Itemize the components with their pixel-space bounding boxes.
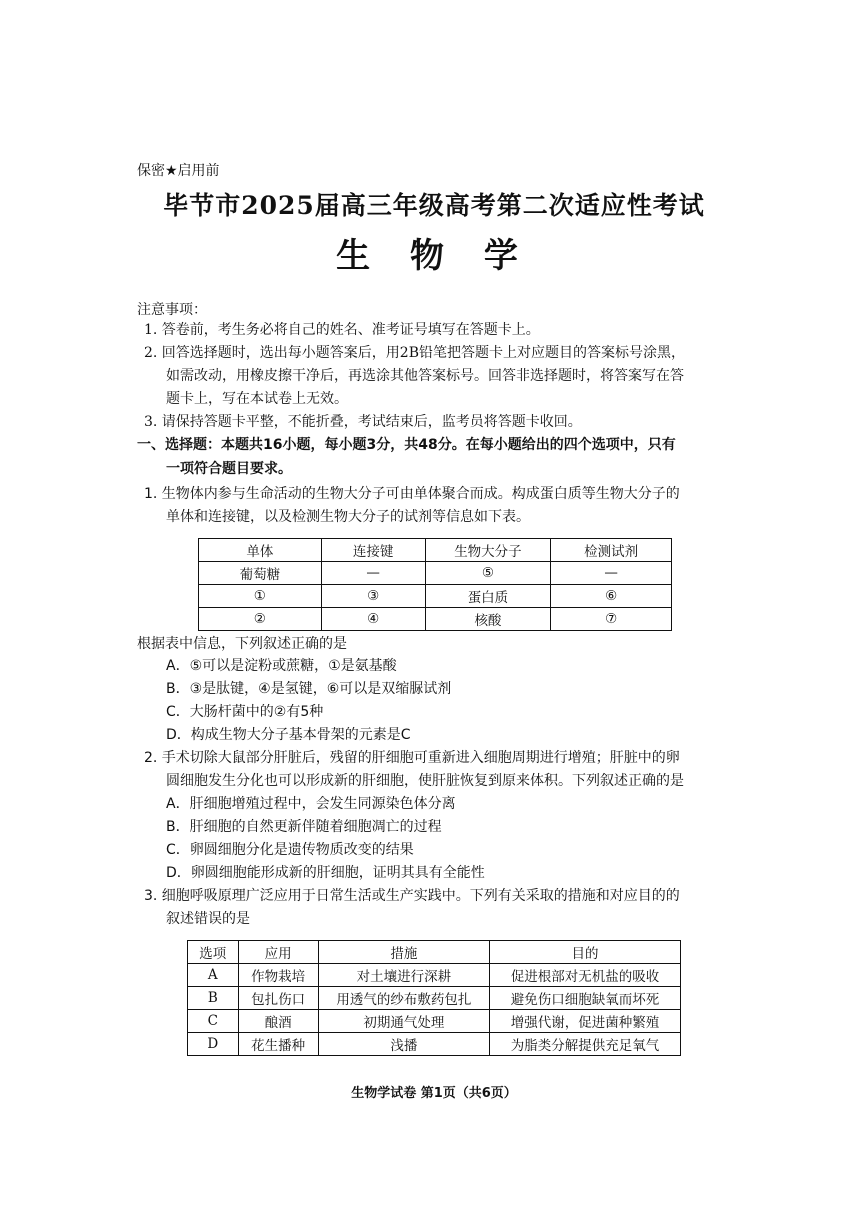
- table-cell: 初期通气处理: [318, 1010, 489, 1033]
- notice-line-3: 如需改动，用橡皮擦干净后，再选涂其他答案标号。回答非选择题时，将答案写在答: [166, 368, 684, 384]
- table-header-row: [199, 539, 672, 562]
- table-cell: ⑥: [551, 585, 672, 608]
- q3-table: [187, 940, 681, 1056]
- notice-line-1: 1. 答卷前，考生务必将自己的姓名、准考证号填写在答题卡上。: [144, 322, 540, 338]
- notice-heading: 注意事项：: [137, 302, 207, 318]
- table-cell: B: [188, 987, 239, 1010]
- section-heading-line-2: 一项符合题目要求。: [166, 461, 292, 477]
- table-row: [199, 585, 672, 608]
- table-header-cell: 目的: [489, 941, 680, 964]
- table-cell: D: [188, 1033, 239, 1056]
- table-header-cell: 检测试剂: [551, 539, 672, 562]
- table-cell: 作物栽培: [238, 964, 318, 987]
- table-header-cell: 选项: [188, 941, 239, 964]
- q3-stem-line-2: 叙述错误的是: [166, 911, 250, 927]
- confidential-label: 保密★启用前: [137, 163, 220, 179]
- table-cell: A: [188, 964, 239, 987]
- table-cell: 增强代谢，促进菌种繁殖: [489, 1010, 680, 1033]
- q1-option-c: C．大肠杆菌中的②有5种: [166, 704, 324, 720]
- table-cell: 促进根部对无机盐的吸收: [489, 964, 680, 987]
- table-cell: ④: [321, 608, 425, 631]
- table-row: [199, 562, 672, 585]
- section-heading-line-1: 一、选择题：本题共16小题，每小题3分，共48分。在每小题给出的四个选项中，只有: [137, 437, 676, 453]
- subject-title: 生 物 学: [336, 236, 532, 276]
- q1-stem-line-1: 1. 生物体内参与生命活动的生物大分子可由单体聚合而成。构成蛋白质等生物大分子的: [144, 486, 680, 502]
- table-header-cell: 单体: [199, 539, 322, 562]
- notice-line-2: 2. 回答选择题时，选出每小题答案后，用2B铅笔把答题卡上对应题目的答案标号涂黑，: [144, 345, 686, 361]
- q2-option-c: C．卵圆细胞分化是遗传物质改变的结果: [166, 842, 414, 858]
- table-cell: 核酸: [425, 608, 551, 631]
- q1-option-d: D．构成生物大分子基本骨架的元素是C: [166, 727, 411, 743]
- notice-line-5: 3. 请保持答题卡平整，不能折叠，考试结束后，监考员将答题卡收回。: [144, 414, 582, 430]
- table-cell: 为脂类分解提供充足氧气: [489, 1033, 680, 1056]
- q2-option-a: A．肝细胞增殖过程中，会发生同源染色体分离: [166, 796, 456, 812]
- q2-option-d: D．卵圆细胞能形成新的肝细胞，证明其具有全能性: [166, 865, 485, 881]
- table-cell: ②: [199, 608, 322, 631]
- table-cell: 避免伤口细胞缺氧而坏死: [489, 987, 680, 1010]
- q2-stem-line-2: 圆细胞发生分化也可以形成新的肝细胞，使肝脏恢复到原来体积。下列叙述正确的是: [166, 773, 684, 789]
- table-cell: 花生播种: [238, 1033, 318, 1056]
- table-cell: C: [188, 1010, 239, 1033]
- table-cell: ①: [199, 585, 322, 608]
- table-cell: ⑤: [425, 562, 551, 585]
- q2-stem-line-1: 2. 手术切除大鼠部分肝脏后，残留的肝细胞可重新进入细胞周期进行增殖；肝脏中的卵: [144, 750, 680, 766]
- table-cell: —: [321, 562, 425, 585]
- table-header-cell: 措施: [318, 941, 489, 964]
- table-row: [188, 964, 681, 987]
- q1-option-b: B．③是肽键，④是氢键，⑥可以是双缩脲试剂: [166, 681, 452, 697]
- table-cell: 包扎伤口: [238, 987, 318, 1010]
- table-row: [188, 1010, 681, 1033]
- table-cell: ③: [321, 585, 425, 608]
- table-row: [188, 987, 681, 1010]
- notice-line-4: 题卡上，写在本试卷上无效。: [166, 391, 348, 407]
- table-header-cell: 生物大分子: [425, 539, 551, 562]
- table-header-cell: 连接键: [321, 539, 425, 562]
- exam-title: 毕节市2025届高三年级高考第二次适应性考试: [163, 191, 705, 220]
- table-cell: 蛋白质: [425, 585, 551, 608]
- table-header-row: [188, 941, 681, 964]
- q1-stem-line-2: 单体和连接键，以及检测生物大分子的试剂等信息如下表。: [166, 509, 530, 525]
- q1-option-a: A．⑤可以是淀粉或蔗糖，①是氨基酸: [166, 658, 397, 674]
- table-cell: 酿酒: [238, 1010, 318, 1033]
- q3-stem-line-1: 3. 细胞呼吸原理广泛应用于日常生活或生产实践中。下列有关采取的措施和对应目的的: [144, 888, 680, 904]
- table-row: [188, 1033, 681, 1056]
- q1-table: [198, 538, 672, 631]
- q1-lead-in: 根据表中信息，下列叙述正确的是: [137, 636, 347, 652]
- table-cell: 葡萄糖: [199, 562, 322, 585]
- table-cell: 浅播: [318, 1033, 489, 1056]
- table-cell: —: [551, 562, 672, 585]
- page-footer: 生物学试卷 第1页（共6页）: [351, 1086, 517, 1101]
- table-cell: ⑦: [551, 608, 672, 631]
- table-cell: 用透气的纱布敷药包扎: [318, 987, 489, 1010]
- q2-option-b: B．肝细胞的自然更新伴随着细胞凋亡的过程: [166, 819, 442, 835]
- table-header-cell: 应用: [238, 941, 318, 964]
- table-row: [199, 608, 672, 631]
- table-cell: 对土壤进行深耕: [318, 964, 489, 987]
